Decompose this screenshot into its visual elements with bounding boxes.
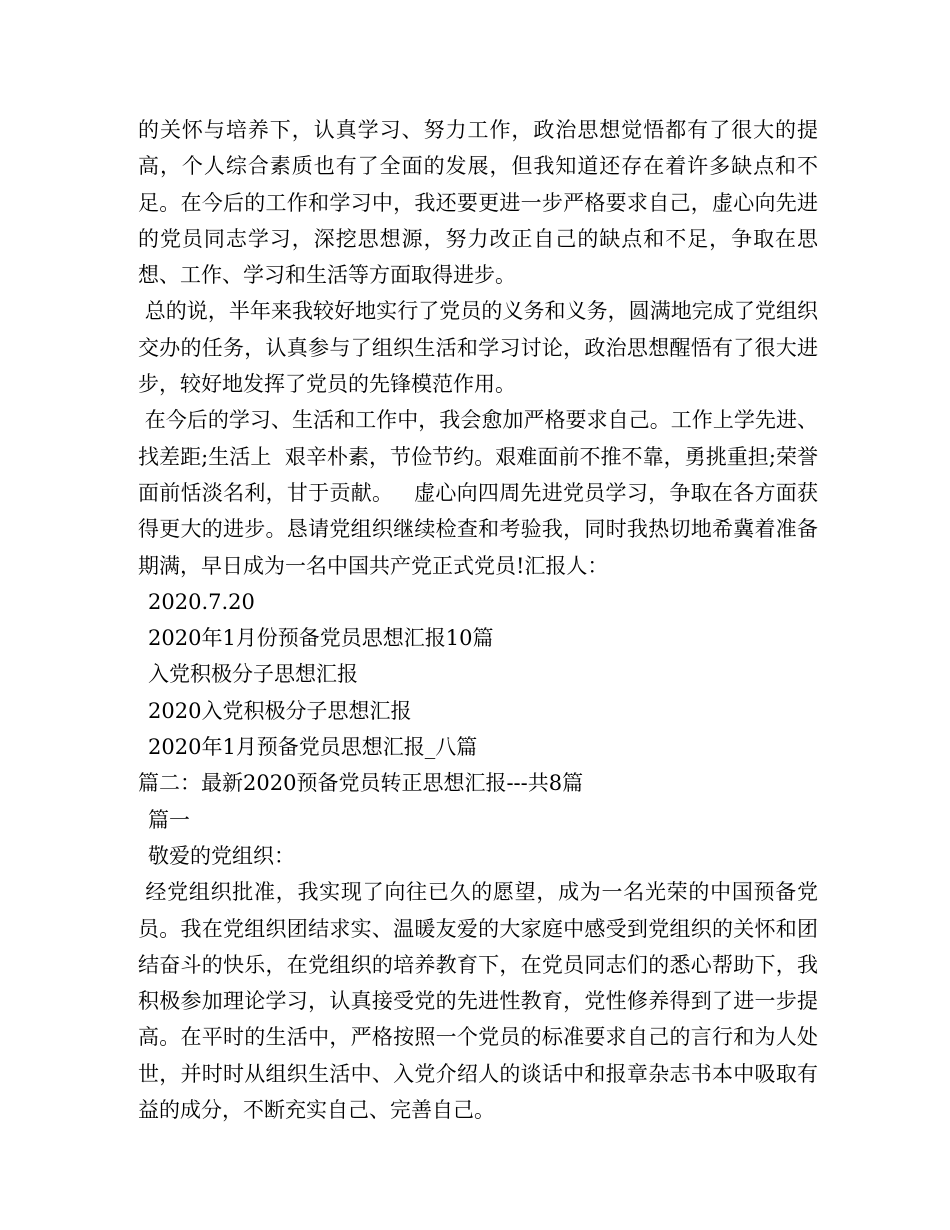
related-link-1[interactable]: 2020年1月份预备党员思想汇报10篇 (148, 626, 494, 651)
related-link-3[interactable]: 2020入党积极分子思想汇报 (148, 698, 412, 723)
body-paragraph: 经党组织批准，我实现了向往已久的愿望，成为一名光荣的中国预备党员。我在党组织团结求实、温暖友爱的大家庭中感受到党组织的关怀和团结奋斗的快乐，在党组织的培养教育下，在党员同志们的悉心帮助下，我积极参加理论学习，认真接受党的先进性教育，党性修养得到了进一步提高。在平时的生活中，严格按照一个党员的标准要求自己的言行和为人处世，并时时从组织生活中、入党介绍人的谈话中和报章杂志书本中吸取有益的成分，不断充实自己、完善自己。 (138, 880, 818, 1123)
paragraph-summary: 总的说，半年来我较好地实行了党员的义务和义务，圆满地完成了党组织交办的任务，认真参与了组织生活和学习讨论，政治思想醒悟有了很大进步，较好地发挥了党员的先锋模范作用。 (138, 299, 818, 397)
paragraph-future-plans: 在今后的学习、生活和工作中，我会愈加严格要求自己。工作上学先进、找差距;生活上 艰辛朴素，节俭节约。艰难面前不推不靠，勇挑重担;荣誉面前恬淡名利，甘于贡献。 虚心向四周先进党员学习，争取在各方面获得更大的进步。恳请党组织继续检查和考验我，同时我热切地希冀着准备期满，早日成为一名中国共产党正式党员!汇报人： (138, 408, 818, 578)
paragraph-continued: 的关怀与培养下，认真学习、努力工作，政治思想觉悟都有了很大的提高，个人综合素质也有了全面的发展，但我知道还存在着许多缺点和不足。在今后的工作和学习中，我还要更进一步严格要求自己，虚心向先进的党员同志学习，深挖思想源，努力改正自己的缺点和不足，争取在思想、工作、学习和生活等方面取得进步。 (138, 118, 818, 288)
salutation: 敬爱的党组织： (148, 843, 295, 868)
section-heading: 篇二：最新2020预备党员转正思想汇报---共8篇 (138, 771, 584, 796)
document-body (138, 112, 818, 1128)
report-date: 2020.7.20 (148, 589, 255, 614)
related-link-2[interactable]: 入党积极分子思想汇报 (148, 662, 358, 687)
related-link-4[interactable]: 2020年1月预备党员思想汇报_八篇 (148, 735, 478, 760)
sub-heading: 篇一 (148, 807, 190, 832)
